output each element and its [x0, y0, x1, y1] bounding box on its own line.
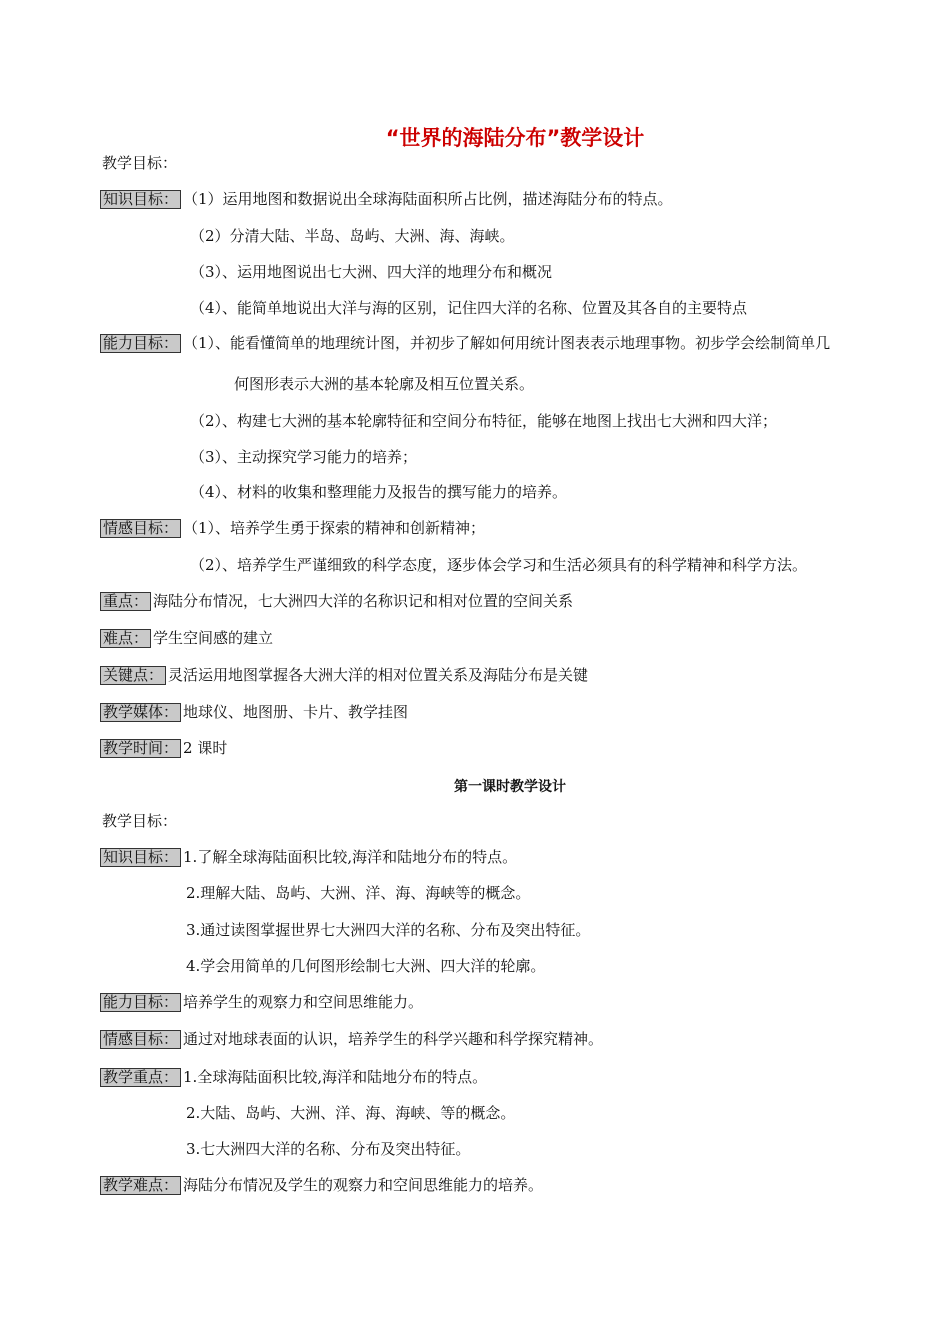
knowledge-goal-tag: 知识目标：: [100, 848, 181, 867]
difficulty-line: [100, 628, 273, 648]
difficulty-tag: 难点：: [100, 629, 151, 648]
knowledge-goal-item: （3）、运用地图说出七大洲、四大洋的地理分布和概况: [190, 263, 553, 281]
emotion-goal-text: 通过对地球表面的认识，培养学生的科学兴趣和科学探究精神。: [183, 1030, 604, 1048]
emotion-goal-item: （1）、培养学生勇于探索的精神和创新精神；: [183, 519, 486, 537]
time-text: 2 课时: [183, 739, 228, 757]
ability-goal-text: 培养学生的观察力和空间思维能力。: [183, 993, 424, 1011]
difficulty-line: [100, 1175, 543, 1195]
key-points-item: 1.全球海陆面积比较,海洋和陆地分布的特点。: [183, 1068, 488, 1086]
key-points-tag: 教学重点：: [100, 1068, 181, 1087]
difficulty-tag: 教学难点：: [100, 1176, 181, 1195]
key-points-line: [100, 1067, 487, 1087]
emotion-goal-tag: 情感目标：: [100, 1030, 181, 1049]
time-line: [100, 738, 227, 758]
time-tag: 教学时间：: [100, 739, 181, 758]
ability-goal-item: （1）、能看懂简单的地理统计图，并初步了解如何用统计图表表示地理事物。初步学会绘制简单几: [183, 334, 831, 352]
key-points-item: 2.大陆、岛屿、大洲、洋、海、海峡、等的概念。: [186, 1104, 516, 1122]
section-subtitle: 第一课时教学设计: [454, 779, 566, 795]
emotion-goal-line: [100, 1029, 603, 1049]
ability-goal-tag: 能力目标：: [100, 993, 181, 1012]
knowledge-goal-tag: 知识目标：: [100, 190, 181, 209]
key-point-text: 海陆分布情况，七大洲四大洋的名称识记和相对位置的空间关系: [153, 592, 574, 610]
crux-line: [100, 665, 588, 685]
key-point-line: [100, 591, 573, 611]
difficulty-text: 学生空间感的建立: [153, 629, 274, 647]
knowledge-goal-item: （1）运用地图和数据说出全球海陆面积所占比例，描述海陆分布的特点。: [183, 190, 673, 208]
emotion-goal-item: （2）、培养学生严谨细致的科学态度，逐步体会学习和生活必须具有的科学精神和科学方法。: [190, 556, 808, 574]
key-point-tag: 重点：: [100, 592, 151, 611]
emotion-goal-line: [100, 518, 485, 538]
media-line: [100, 702, 408, 722]
key-points-item: 3.七大洲四大洋的名称、分布及突出特征。: [186, 1140, 471, 1158]
ability-goal-item: （2）、构建七大洲的基本轮廓特征和空间分布特征，能够在地图上找出七大洲和四大洋；: [190, 412, 778, 430]
ability-goal-tag: 能力目标：: [100, 334, 181, 353]
knowledge-goal-item: 3.通过读图掌握世界七大洲四大洋的名称、分布及突出特征。: [186, 921, 591, 939]
crux-text: 灵活运用地图掌握各大洲大洋的相对位置关系及海陆分布是关键: [168, 666, 589, 684]
goals-heading: 教学目标：: [102, 154, 178, 172]
knowledge-goal-item: 2.理解大陆、岛屿、大洲、洋、海、海峡等的概念。: [186, 884, 531, 902]
ability-goal-line: [100, 992, 423, 1012]
ability-goal-item: （4）、材料的收集和整理能力及报告的撰写能力的培养。: [190, 483, 568, 501]
crux-tag: 关键点：: [100, 666, 166, 685]
media-tag: 教学媒体：: [100, 703, 181, 722]
knowledge-goal-line: [100, 189, 673, 209]
emotion-goal-tag: 情感目标：: [100, 519, 181, 538]
knowledge-goal-item: （2）分清大陆、半岛、岛屿、大洲、海、海峡。: [190, 227, 515, 245]
goals-heading: 教学目标：: [102, 812, 178, 830]
knowledge-goal-item: 4.学会用简单的几何图形绘制七大洲、四大洋的轮廓。: [186, 957, 546, 975]
knowledge-goal-item: （4）、能简单地说出大洋与海的区别，记住四大洋的名称、位置及其各自的主要特点: [190, 299, 748, 317]
media-text: 地球仪、地图册、卡片、教学挂图: [183, 703, 409, 721]
document-title: “世界的海陆分布”教学设计: [385, 126, 645, 150]
ability-goal-line: [100, 333, 830, 353]
difficulty-text: 海陆分布情况及学生的观察力和空间思维能力的培养。: [183, 1176, 544, 1194]
knowledge-goal-line: [100, 847, 517, 867]
ability-goal-item: 何图形表示大洲的基本轮廓及相互位置关系。: [234, 375, 535, 393]
ability-goal-item: （3）、主动探究学习能力的培养；: [190, 448, 418, 466]
knowledge-goal-item: 1.了解全球海陆面积比较,海洋和陆地分布的特点。: [183, 848, 518, 866]
